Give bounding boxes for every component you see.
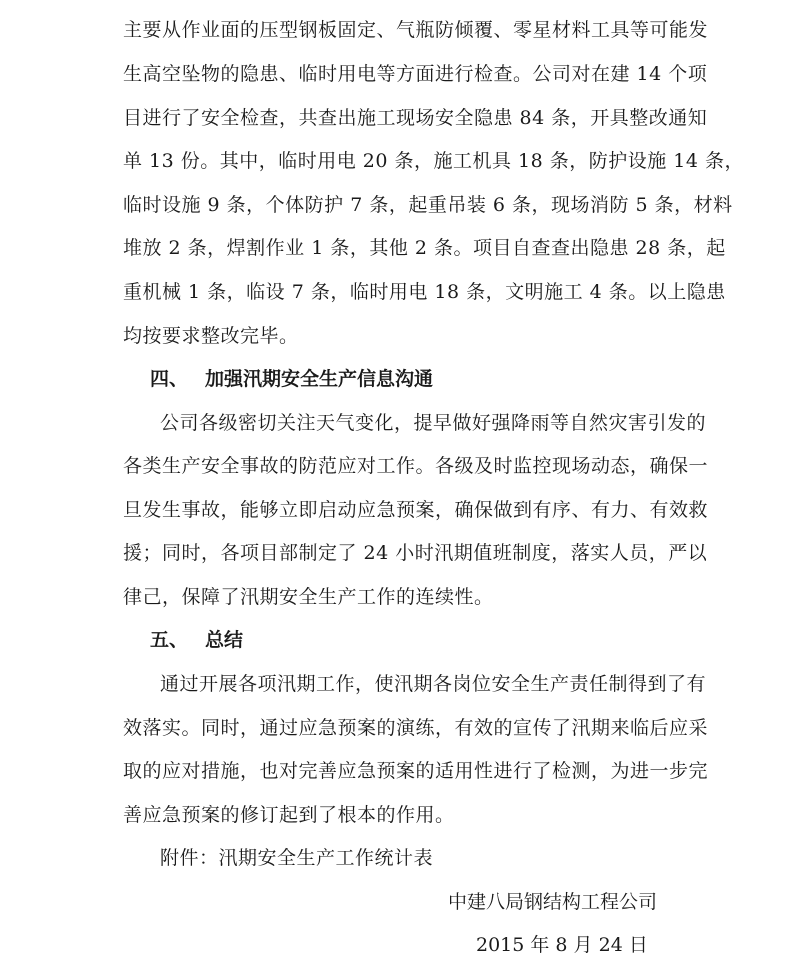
paragraph-line: 律己，保障了汛期安全生产工作的连续性。 — [123, 586, 494, 608]
paragraph-line: 取的应对措施，也对完善应急预案的适用性进行了检测，为进一步完 — [123, 760, 709, 782]
paragraph-line: 均按要求整改完毕。 — [123, 325, 299, 347]
section-number: 四、 — [150, 368, 189, 390]
section-title: 总结 — [205, 629, 244, 651]
paragraph-line: 善应急预案的修订起到了根本的作用。 — [123, 804, 455, 826]
paragraph-line: 各类生产安全事故的防范应对工作。各级及时监控现场动态，确保一 — [123, 455, 709, 477]
document-date: 2015 年 8 月 24 日 — [476, 934, 648, 956]
section-title: 加强汛期安全生产信息沟通 — [205, 368, 434, 390]
attachment-note: 附件：汛期安全生产工作统计表 — [160, 847, 434, 869]
paragraph-line: 效落实。同时，通过应急预案的演练，有效的宣传了汛期来临后应采 — [123, 717, 709, 739]
paragraph-line — [160, 671, 707, 697]
section-number: 五、 — [150, 629, 189, 651]
company-signature: 中建八局钢结构工程公司 — [448, 891, 658, 913]
section-heading-4 — [150, 366, 433, 392]
paragraph-line: 目进行了安全检查，共查出施工现场安全隐患 84 条，开具整改通知 — [123, 107, 708, 129]
paragraph-line: 旦发生事故，能够立即启动应急预案，确保做到有序、有力、有效救 — [123, 499, 709, 521]
section-heading-5 — [150, 627, 243, 653]
paragraph-line: 临时设施 9 条，个体防护 7 条，起重吊装 6 条，现场消防 5 条，材料 — [123, 194, 733, 216]
paragraph-line: 主要从作业面的压型钢板固定、气瓶防倾覆、零星材料工具等可能发 — [123, 19, 709, 41]
paragraph-text: 公司各级密切关注天气变化，提早做好强降雨等自然灾害引发的 — [160, 412, 707, 434]
paragraph-text: 通过开展各项汛期工作，使汛期各岗位安全生产责任制得到了有 — [160, 673, 707, 695]
paragraph-line: 援；同时，各项目部制定了 24 小时汛期值班制度，落实人员，严以 — [123, 542, 708, 564]
paragraph-line — [160, 410, 707, 436]
paragraph-line: 生高空坠物的隐患、临时用电等方面进行检查。公司对在建 14 个项 — [123, 63, 708, 85]
paragraph-line: 堆放 2 条，焊割作业 1 条，其他 2 条。项目自查查出隐患 28 条，起 — [123, 237, 726, 259]
paragraph-line: 单 13 份。其中，临时用电 20 条，施工机具 18 条，防护设施 14 条， — [123, 150, 745, 172]
paragraph-line: 重机械 1 条，临设 7 条，临时用电 18 条，文明施工 4 条。以上隐患 — [123, 281, 726, 303]
